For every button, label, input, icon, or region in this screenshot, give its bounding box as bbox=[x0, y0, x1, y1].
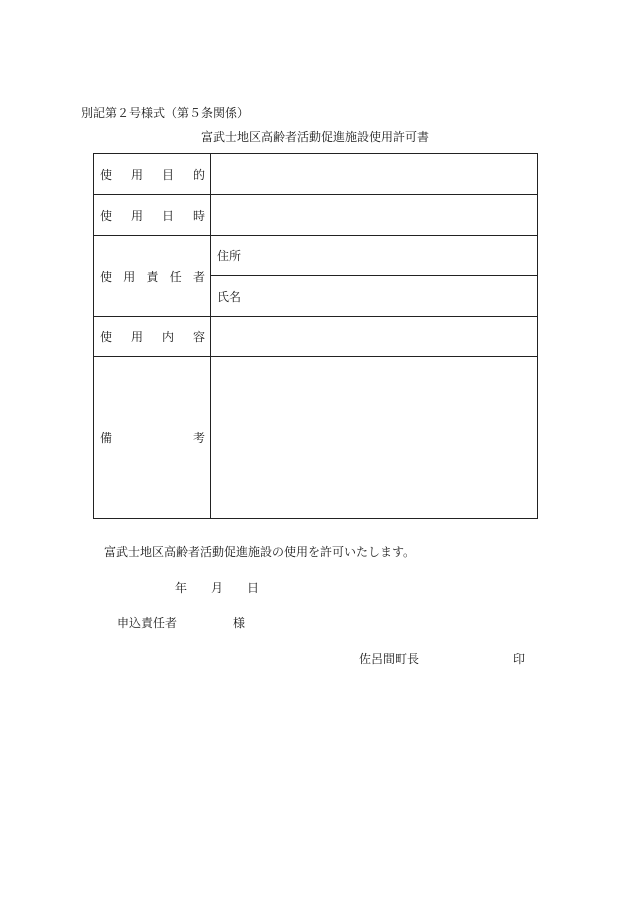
field-usage-datetime[interactable] bbox=[211, 195, 538, 236]
label-usage-datetime: 使 用 日 時 bbox=[94, 195, 211, 236]
address-label: 住所 bbox=[217, 249, 242, 263]
date-line bbox=[175, 579, 259, 596]
field-usage-purpose[interactable] bbox=[211, 154, 538, 195]
date-year: 年 bbox=[175, 581, 188, 595]
label-usage-purpose: 使 用 目 的 bbox=[94, 154, 211, 195]
seal-mark: 印 bbox=[513, 652, 526, 666]
name-label: 氏名 bbox=[217, 289, 242, 304]
row-responsible-address bbox=[94, 236, 538, 276]
row-usage-datetime bbox=[94, 195, 538, 236]
row-usage-purpose bbox=[94, 154, 538, 195]
applicant-label: 申込責任者 bbox=[117, 616, 178, 630]
label-remarks: 備 考 bbox=[94, 357, 211, 519]
applicant-honorific: 様 bbox=[233, 616, 246, 630]
field-name[interactable] bbox=[211, 276, 538, 317]
permission-statement: 富武士地区高齢者活動促進施設の使用を許可いたします。 bbox=[104, 545, 416, 559]
label-responsible-person: 使 用 責 任 者 bbox=[94, 236, 211, 317]
form-number-label: 別記第２号様式（第５条関係） bbox=[81, 106, 250, 120]
date-month: 月 bbox=[211, 581, 224, 595]
row-remarks bbox=[94, 357, 538, 519]
field-usage-content[interactable] bbox=[211, 317, 538, 357]
field-remarks[interactable] bbox=[211, 357, 538, 519]
issuer-title: 佐呂間町長 bbox=[359, 652, 420, 666]
label-usage-content: 使 用 内 容 bbox=[94, 317, 211, 357]
date-day: 日 bbox=[247, 581, 260, 595]
field-address[interactable] bbox=[211, 236, 538, 276]
row-usage-content bbox=[94, 317, 538, 357]
document-title: 富武士地区高齢者活動促進施設使用許可書 bbox=[200, 130, 429, 144]
permit-table bbox=[93, 153, 538, 519]
